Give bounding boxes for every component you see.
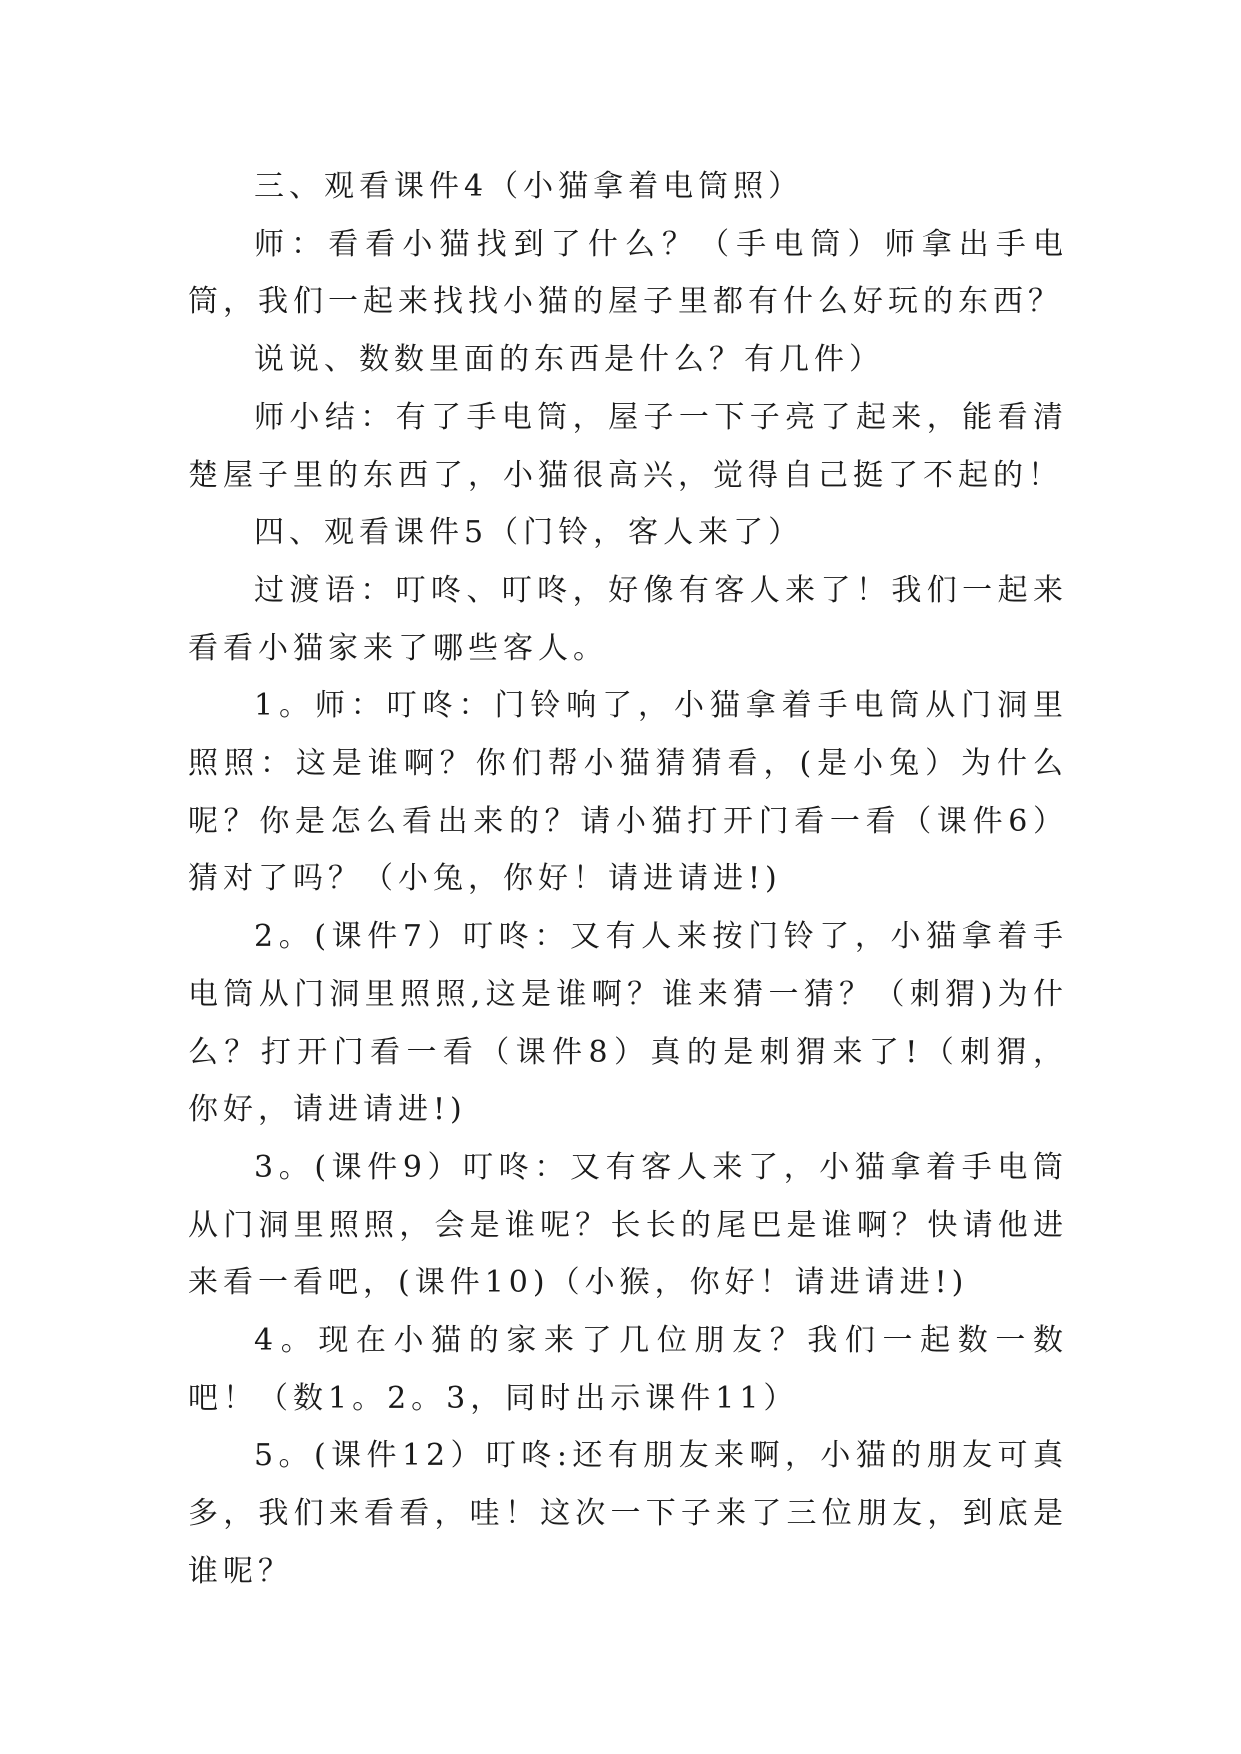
list-item-rabbit: 1。师：叮咚：门铃响了，小猫拿着手电筒从门洞里照照：这是谁啊？你们帮小猫猜猜看，(是小兔）为什么呢？你是怎么看出来的？请小猫打开门看一看（课件6）猜对了吗？（小兔，你好！请进请进!) <box>188 688 1068 897</box>
heading-section-four: 四、观看课件5（门铃，客人来了） <box>254 515 804 551</box>
paragraph-teacher-summary: 师小结：有了手电筒，屋子一下子亮了起来，能看清楚屋子里的东西了，小猫很高兴，觉得自己挺了不起的！ <box>188 399 1068 493</box>
document-body <box>188 158 1068 1601</box>
paragraph-teacher-flashlight: 师：看看小猫找到了什么？（手电筒）师拿出手电筒，我们一起来找找小猫的屋子里都有什么好玩的东西？ <box>188 226 1068 320</box>
list-item-hedgehog: 2。(课件7）叮咚：又有人来按门铃了，小猫拿着手电筒从门洞里照照,这是谁啊？谁来猜一猜？（刺猬)为什么？打开门看一看（课件8）真的是刺猬来了!（刺猬，你好，请进请进!) <box>188 919 1068 1128</box>
list-item-count-friends: 4。现在小猫的家来了几位朋友？我们一起数一数吧！（数1。2。3，同时出示课件11） <box>188 1323 1068 1416</box>
heading-section-three: 三、观看课件4（小猫拿着电筒照） <box>254 169 804 204</box>
list-item-three-friends: 5。(课件12）叮咚:还有朋友来啊，小猫的朋友可真多，我们来看看，哇！这次一下子来了三位朋友，到底是谁呢？ <box>188 1438 1068 1589</box>
paragraph-transition: 过渡语：叮咚、叮咚，好像有客人来了！我们一起来看看小猫家来了哪些客人。 <box>188 572 1068 666</box>
list-item-monkey: 3。(课件9）叮咚：又有客人来了，小猫拿着手电筒从门洞里照照，会是谁呢？长长的尾巴是谁啊？快请他进来看一看吧，(课件10)（小猴，你好！请进请进!) <box>188 1149 1068 1301</box>
paragraph-count-items: 说说、数数里面的东西是什么？有几件） <box>254 342 884 378</box>
